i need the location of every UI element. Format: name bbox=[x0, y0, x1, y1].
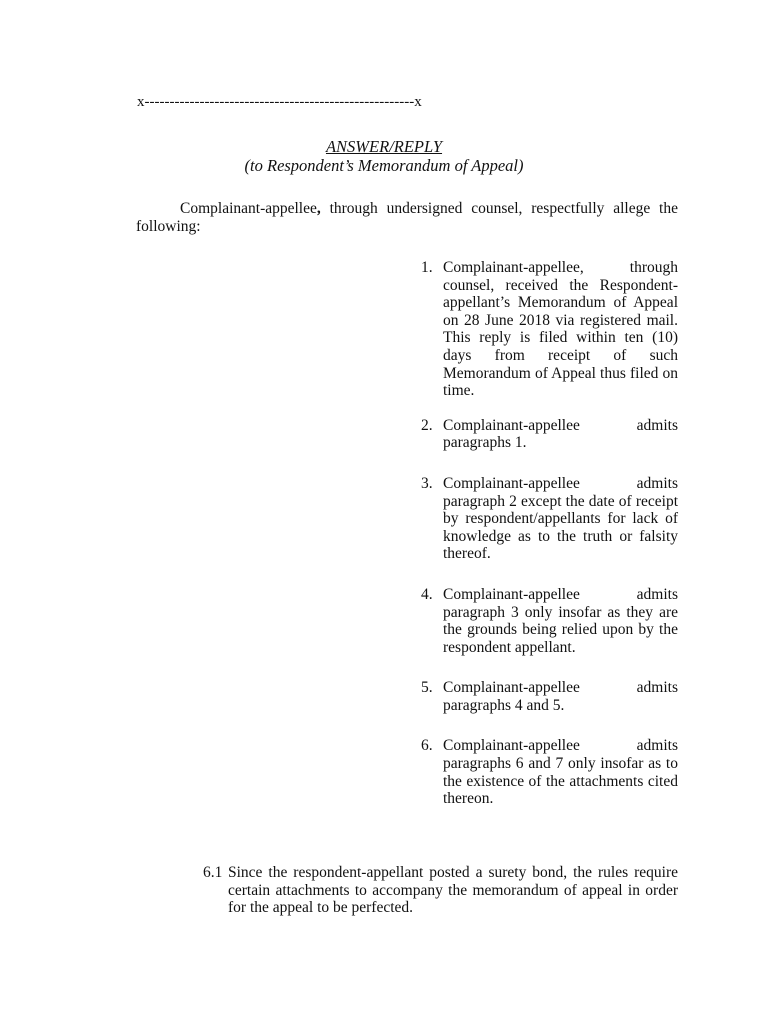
intro-paragraph bbox=[136, 200, 678, 235]
numbered-list bbox=[410, 259, 678, 808]
title-block bbox=[0, 137, 768, 176]
item-text: Complainant-appellee admits paragraph 2 except the date of receipt by respondent/appellants for lack of knowledge as to the truth or falsity thereof. bbox=[443, 474, 678, 563]
item-number: 5. bbox=[421, 679, 433, 697]
sub-item bbox=[203, 864, 678, 917]
list-item bbox=[410, 259, 678, 400]
item-number: 6. bbox=[421, 737, 433, 755]
item-text: Complainant-appellee admits paragraph 3 only insofar as they are the grounds being relied upon by the respondent appellant. bbox=[443, 585, 678, 656]
item-text: Complainant-appellee, through counsel, received the Respondent-appellant’s Memorandum of Appeal on 28 June 2018 via registered mail. This reply is filed within ten (10) days from receipt of such Memorandum of Appeal thus filed on time. bbox=[443, 259, 678, 400]
list-item bbox=[410, 475, 678, 563]
list-item bbox=[410, 737, 678, 807]
list-item bbox=[410, 417, 678, 452]
item-number: 2. bbox=[421, 416, 433, 434]
document-title: ANSWER/REPLY bbox=[325, 137, 443, 156]
list-item bbox=[410, 679, 678, 714]
item-text: Complainant-appellee admits paragraphs 6 and 7 only insofar as to the existence of the attachments cited thereon. bbox=[443, 737, 678, 808]
item-text: Complainant-appellee admits paragraphs 1. bbox=[443, 416, 678, 452]
intro-comma: , bbox=[316, 200, 321, 217]
intro-party: Complainant-appellee bbox=[180, 200, 317, 217]
intro-rest: through undersigned counsel, respectfully allege the following: bbox=[136, 200, 678, 235]
document-subtitle: (to Respondent’s Memorandum of Appeal) bbox=[244, 156, 524, 175]
item-text: Complainant-appellee admits paragraphs 4 and 5. bbox=[443, 679, 678, 714]
item-number: 4. bbox=[421, 585, 433, 603]
item-number: 1. bbox=[421, 259, 433, 276]
sub-item-number: 6.1 bbox=[203, 864, 223, 881]
sub-item-text: Since the respondent-appellant posted a surety bond, the rules require certain attachments to accompany the memorandum of appeal in order for the appeal to be perfected. bbox=[228, 864, 678, 917]
item-number: 3. bbox=[421, 474, 433, 492]
caption-separator: x------------------------------------------------------x bbox=[137, 94, 422, 110]
list-item bbox=[410, 586, 678, 656]
